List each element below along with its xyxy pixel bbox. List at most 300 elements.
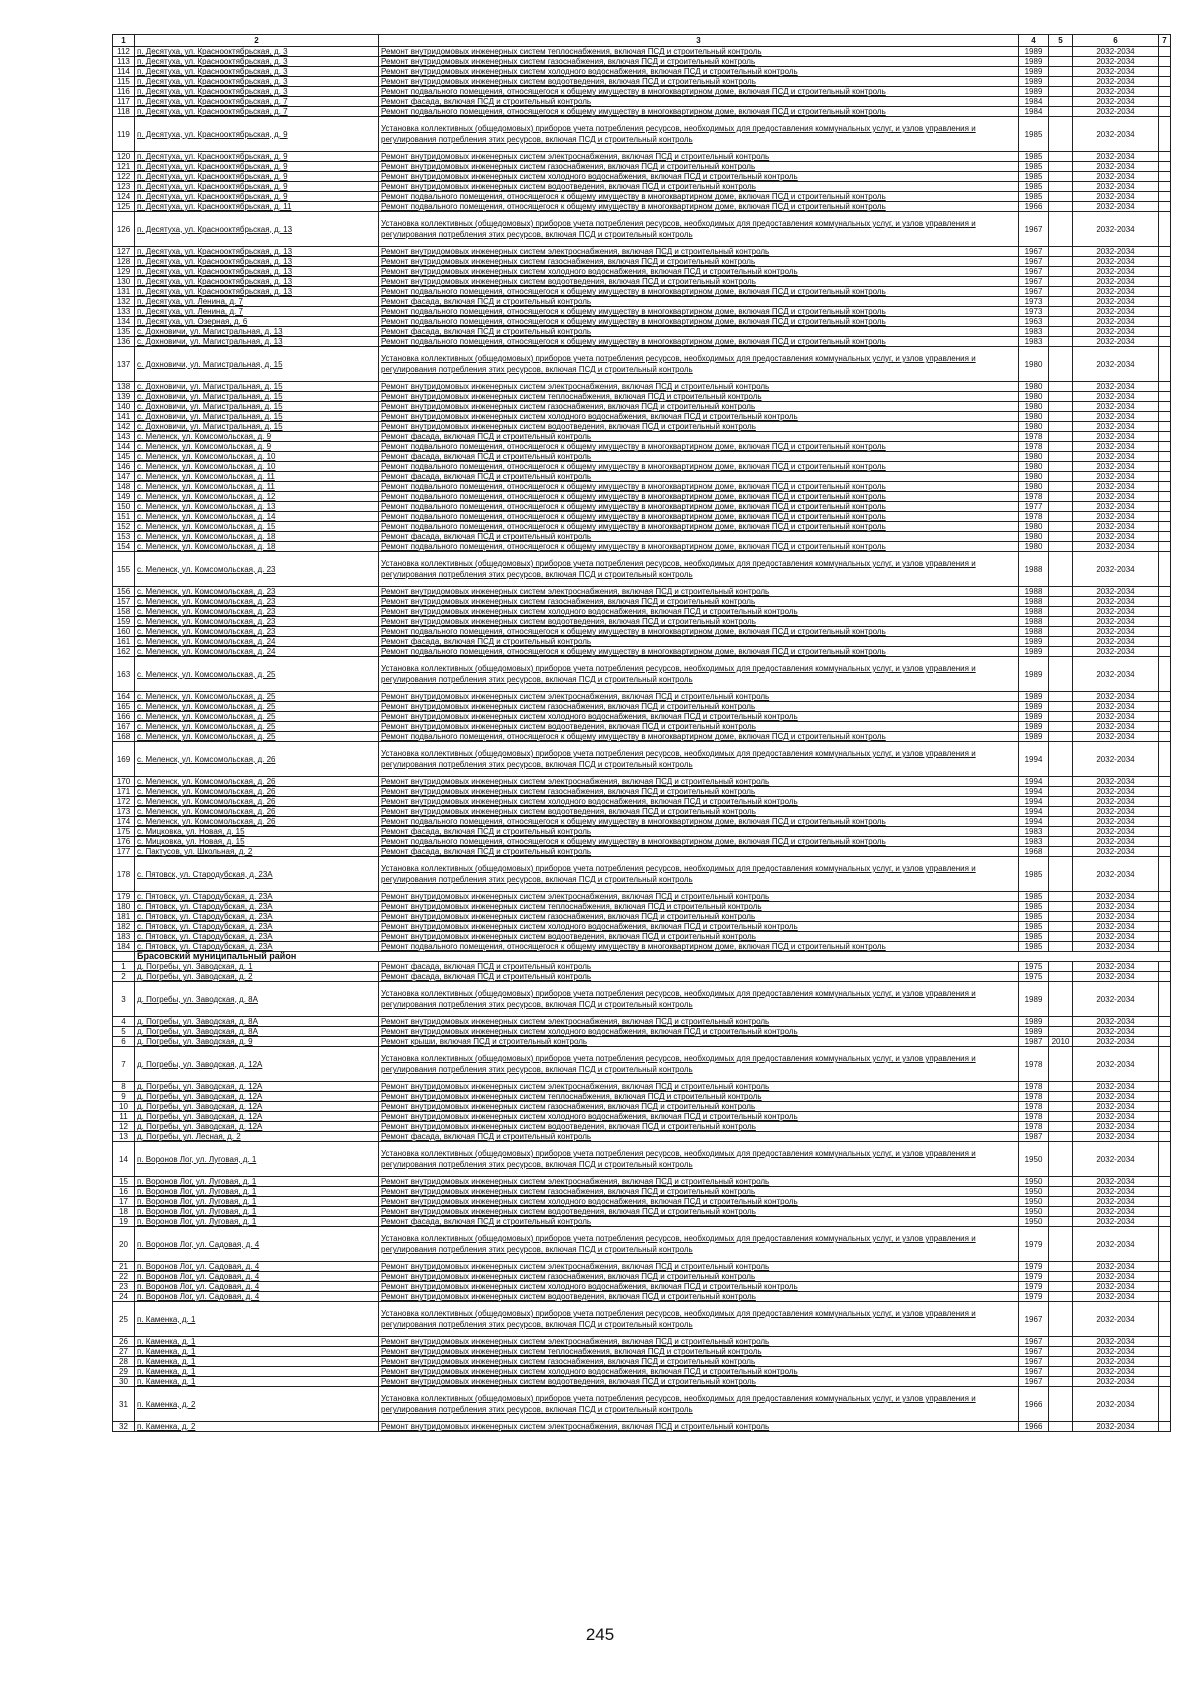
table-row: [113, 892, 1171, 902]
row-year-last-repair: [1049, 512, 1073, 522]
row-work-type: Ремонт фасада, включая ПСД и строительный контроль: [379, 962, 1019, 972]
row-period: 2032-2034: [1073, 1262, 1159, 1272]
row-work-type: Ремонт внутридомовых инженерных систем холодного водоснабжения, включая ПСД и строительный контроль: [379, 712, 1019, 722]
row-work-type: Установка коллективных (общедомовых) приборов учета потребления ресурсов, необходимых для предоставления коммунальных услуг, и узлов управления и регулирования потребления этих ресурсов, включая ПСД и строительный контроль: [379, 742, 1019, 777]
row-extra: [1159, 692, 1171, 702]
row-year-built: 1989: [1019, 722, 1049, 732]
row-extra: [1159, 837, 1171, 847]
row-extra: [1159, 1377, 1171, 1387]
table-row: [113, 1387, 1171, 1422]
row-work-type: Ремонт внутридомовых инженерных систем теплоснабжения, включая ПСД и строительный контроль: [379, 1347, 1019, 1357]
row-year-last-repair: [1049, 722, 1073, 732]
row-address: п. Десятуха, ул. Ленина, д. 7: [135, 297, 379, 307]
row-year-built: 1967: [1019, 1347, 1049, 1357]
row-year-built: 1989: [1019, 1017, 1049, 1027]
row-year-built: 1978: [1019, 442, 1049, 452]
row-year-last-repair: [1049, 777, 1073, 787]
row-year-built: 1979: [1019, 1292, 1049, 1302]
row-year-built: 1985: [1019, 912, 1049, 922]
row-year-built: 1984: [1019, 97, 1049, 107]
row-number: 173: [113, 807, 135, 817]
table-row: [113, 47, 1171, 57]
row-period: 2032-2034: [1073, 192, 1159, 202]
row-year-built: 1985: [1019, 902, 1049, 912]
row-work-type: Установка коллективных (общедомовых) приборов учета потребления ресурсов, необходимых для предоставления коммунальных услуг, и узлов управления и регулирования потребления этих ресурсов, включая ПСД и строительный контроль: [379, 657, 1019, 692]
repair-schedule-table: [112, 34, 1171, 1432]
row-extra: [1159, 657, 1171, 692]
row-extra: [1159, 777, 1171, 787]
row-year-last-repair: [1049, 1132, 1073, 1142]
row-number: 175: [113, 827, 135, 837]
table-row: [113, 617, 1171, 627]
row-extra: [1159, 172, 1171, 182]
row-year-built: 1983: [1019, 327, 1049, 337]
row-number: 1: [113, 962, 135, 972]
row-number: 135: [113, 327, 135, 337]
table-row: [113, 1207, 1171, 1217]
row-year-last-repair: [1049, 1262, 1073, 1272]
row-number: 169: [113, 742, 135, 777]
row-year-built: 1978: [1019, 1112, 1049, 1122]
table-row: [113, 382, 1171, 392]
row-address: д. Погребы, ул. Заводская, д. 9: [135, 1037, 379, 1047]
row-number: 122: [113, 172, 135, 182]
row-address: с. Меленск, ул. Комсомольская, д. 13: [135, 502, 379, 512]
row-address: п. Каменка, д. 2: [135, 1422, 379, 1432]
row-number: 30: [113, 1377, 135, 1387]
row-extra: [1159, 1337, 1171, 1347]
row-year-built: 1973: [1019, 307, 1049, 317]
row-year-last-repair: [1049, 942, 1073, 952]
row-address: с. Пятовск, ул. Стародубская, д. 23А: [135, 932, 379, 942]
row-number: 7: [113, 1047, 135, 1082]
row-period: 2032-2034: [1073, 452, 1159, 462]
row-period: 2032-2034: [1073, 77, 1159, 87]
table-row: [113, 532, 1171, 542]
row-extra: [1159, 942, 1171, 952]
row-period: 2032-2034: [1073, 1082, 1159, 1092]
row-period: 2032-2034: [1073, 1377, 1159, 1387]
row-address: д. Погребы, ул. Заводская, д. 12А: [135, 1082, 379, 1092]
row-number: 142: [113, 422, 135, 432]
row-period: 2032-2034: [1073, 607, 1159, 617]
row-year-built: 1978: [1019, 1082, 1049, 1092]
row-period: 2032-2034: [1073, 107, 1159, 117]
row-year-built: 1980: [1019, 382, 1049, 392]
row-extra: [1159, 1262, 1171, 1272]
row-year-built: 1985: [1019, 172, 1049, 182]
row-year-last-repair: [1049, 1337, 1073, 1347]
row-year-last-repair: [1049, 742, 1073, 777]
row-work-type: Ремонт внутридомовых инженерных систем водоотведения, включая ПСД и строительный контроль: [379, 1122, 1019, 1132]
row-number: 127: [113, 247, 135, 257]
row-work-type: Установка коллективных (общедомовых) приборов учета потребления ресурсов, необходимых для предоставления коммунальных услуг, и узлов управления и регулирования потребления этих ресурсов, включая ПСД и строительный контроль: [379, 1142, 1019, 1177]
row-address: с. Меленск, ул. Комсомольская, д. 25: [135, 702, 379, 712]
row-year-built: 1978: [1019, 1047, 1049, 1082]
row-work-type: Ремонт подвального помещения, относящегося к общему имуществу в многоквартирном доме, включая ПСД и строительный контроль: [379, 307, 1019, 317]
row-work-type: Ремонт внутридомовых инженерных систем газоснабжения, включая ПСД и строительный контроль: [379, 162, 1019, 172]
table-row: [113, 1082, 1171, 1092]
row-number: 28: [113, 1357, 135, 1367]
row-extra: [1159, 192, 1171, 202]
row-address: с. Меленск, ул. Комсомольская, д. 23: [135, 607, 379, 617]
row-year-last-repair: [1049, 87, 1073, 97]
row-year-built: 1950: [1019, 1207, 1049, 1217]
row-year-built: 1980: [1019, 542, 1049, 552]
row-address: с. Меленск, ул. Комсомольская, д. 23: [135, 597, 379, 607]
row-year-last-repair: [1049, 892, 1073, 902]
row-work-type: Ремонт фасада, включая ПСД и строительный контроль: [379, 827, 1019, 837]
row-work-type: Установка коллективных (общедомовых) приборов учета потребления ресурсов, необходимых для предоставления коммунальных услуг, и узлов управления и регулирования потребления этих ресурсов, включая ПСД и строительный контроль: [379, 982, 1019, 1017]
row-period: 2032-2034: [1073, 1037, 1159, 1047]
table-row: [113, 1177, 1171, 1187]
row-year-last-repair: [1049, 1357, 1073, 1367]
row-year-built: 1980: [1019, 482, 1049, 492]
row-number: 168: [113, 732, 135, 742]
row-address: д. Погребы, ул. Заводская, д. 12А: [135, 1047, 379, 1082]
row-year-last-repair: [1049, 1082, 1073, 1092]
table-row: [113, 902, 1171, 912]
row-number: 16: [113, 1187, 135, 1197]
row-period: 2032-2034: [1073, 532, 1159, 542]
row-address: п. Десятуха, ул. Краснооктябрьская, д. 3: [135, 57, 379, 67]
row-year-built: 1989: [1019, 47, 1049, 57]
row-year-last-repair: [1049, 837, 1073, 847]
row-period: 2032-2034: [1073, 162, 1159, 172]
row-year-built: 1989: [1019, 87, 1049, 97]
table-row: [113, 932, 1171, 942]
row-work-type: Ремонт фасада, включая ПСД и строительный контроль: [379, 637, 1019, 647]
row-year-built: 1975: [1019, 972, 1049, 982]
row-period: 2032-2034: [1073, 347, 1159, 382]
row-address: с. Меленск, ул. Комсомольская, д. 9: [135, 432, 379, 442]
table-row: [113, 192, 1171, 202]
row-year-last-repair: [1049, 552, 1073, 587]
row-address: д. Погребы, ул. Заводская, д. 12А: [135, 1092, 379, 1102]
table-row: [113, 57, 1171, 67]
row-period: 2032-2034: [1073, 462, 1159, 472]
row-year-built: 1975: [1019, 962, 1049, 972]
table-row: [113, 1292, 1171, 1302]
table-row: [113, 627, 1171, 637]
row-address: с. Дохновичи, ул. Магистральная, д. 15: [135, 382, 379, 392]
row-year-built: 1968: [1019, 847, 1049, 857]
table-row: [113, 1142, 1171, 1177]
row-year-built: 1979: [1019, 1272, 1049, 1282]
row-address: п. Десятуха, ул. Краснооктябрьская, д. 11: [135, 202, 379, 212]
row-address: п. Десятуха, ул. Краснооктябрьская, д. 13: [135, 277, 379, 287]
table-row: [113, 117, 1171, 152]
row-year-last-repair: 2010: [1049, 1037, 1073, 1047]
row-address: п. Десятуха, ул. Краснооктябрьская, д. 9: [135, 182, 379, 192]
row-period: 2032-2034: [1073, 422, 1159, 432]
row-period: 2032-2034: [1073, 1027, 1159, 1037]
row-extra: [1159, 857, 1171, 892]
row-year-built: 1994: [1019, 797, 1049, 807]
table-row: [113, 212, 1171, 247]
row-extra: [1159, 462, 1171, 472]
row-address: п. Каменка, д. 2: [135, 1387, 379, 1422]
row-number: 155: [113, 552, 135, 587]
row-address: д. Погребы, ул. Заводская, д. 8А: [135, 1027, 379, 1037]
row-number: 170: [113, 777, 135, 787]
row-number: 141: [113, 412, 135, 422]
row-number: 121: [113, 162, 135, 172]
col-header-year-built: 4: [1019, 35, 1049, 47]
row-work-type: Ремонт подвального помещения, относящегося к общему имуществу в многоквартирном доме, включая ПСД и строительный контроль: [379, 502, 1019, 512]
row-year-last-repair: [1049, 47, 1073, 57]
row-work-type: Ремонт внутридомовых инженерных систем водоотведения, включая ПСД и строительный контроль: [379, 77, 1019, 87]
row-address: п. Десятуха, ул. Краснооктябрьская, д. 9: [135, 117, 379, 152]
row-work-type: Ремонт внутридомовых инженерных систем электроснабжения, включая ПСД и строительный контроль: [379, 1262, 1019, 1272]
table-row: [113, 542, 1171, 552]
table-row: [113, 442, 1171, 452]
row-extra: [1159, 1047, 1171, 1082]
table-row: [113, 482, 1171, 492]
row-period: 2032-2034: [1073, 1017, 1159, 1027]
row-year-last-repair: [1049, 912, 1073, 922]
table-row: [113, 502, 1171, 512]
row-work-type: Ремонт внутридомовых инженерных систем холодного водоснабжения, включая ПСД и строительный контроль: [379, 1197, 1019, 1207]
table-row: [113, 912, 1171, 922]
row-address: с. Дохновичи, ул. Магистральная, д. 15: [135, 402, 379, 412]
row-extra: [1159, 317, 1171, 327]
table-row: [113, 552, 1171, 587]
row-period: 2032-2034: [1073, 912, 1159, 922]
col-header-extra: 7: [1159, 35, 1171, 47]
table-body: [113, 47, 1171, 1432]
row-work-type: Ремонт внутридомовых инженерных систем электроснабжения, включая ПСД и строительный контроль: [379, 1017, 1019, 1027]
row-period: 2032-2034: [1073, 172, 1159, 182]
row-extra: [1159, 542, 1171, 552]
row-year-last-repair: [1049, 422, 1073, 432]
table-row: [113, 1367, 1171, 1377]
row-year-built: 1983: [1019, 827, 1049, 837]
row-year-built: 1980: [1019, 402, 1049, 412]
row-year-last-repair: [1049, 1282, 1073, 1292]
row-extra: [1159, 432, 1171, 442]
row-work-type: Ремонт внутридомовых инженерных систем газоснабжения, включая ПСД и строительный контроль: [379, 57, 1019, 67]
col-header-address: 2: [135, 35, 379, 47]
row-address: с. Меленск, ул. Комсомольская, д. 10: [135, 452, 379, 462]
row-extra: [1159, 152, 1171, 162]
table-row: [113, 657, 1171, 692]
table-row: [113, 702, 1171, 712]
row-number: 157: [113, 597, 135, 607]
row-work-type: Ремонт подвального помещения, относящегося к общему имуществу в многоквартирном доме, включая ПСД и строительный контроль: [379, 512, 1019, 522]
row-year-last-repair: [1049, 1112, 1073, 1122]
row-year-built: 1980: [1019, 347, 1049, 382]
row-address: д. Погребы, ул. Заводская, д. 12А: [135, 1122, 379, 1132]
row-number: 27: [113, 1347, 135, 1357]
section-header-row: [113, 952, 1171, 962]
table-row: [113, 807, 1171, 817]
row-year-built: 1967: [1019, 1377, 1049, 1387]
row-address: с. Пятовск, ул. Стародубская, д. 23А: [135, 922, 379, 932]
row-period: 2032-2034: [1073, 1187, 1159, 1197]
table-row: [113, 1047, 1171, 1082]
row-address: с. Пятовск, ул. Стародубская, д. 23А: [135, 912, 379, 922]
row-work-type: Ремонт внутридомовых инженерных систем холодного водоснабжения, включая ПСД и строительный контроль: [379, 67, 1019, 77]
table-row: [113, 67, 1171, 77]
row-year-last-repair: [1049, 287, 1073, 297]
row-year-last-repair: [1049, 1092, 1073, 1102]
row-year-built: 1980: [1019, 392, 1049, 402]
row-number: 147: [113, 472, 135, 482]
row-extra: [1159, 297, 1171, 307]
row-work-type: Ремонт подвального помещения, относящегося к общему имуществу в многоквартирном доме, включая ПСД и строительный контроль: [379, 87, 1019, 97]
row-period: 2032-2034: [1073, 932, 1159, 942]
row-number: 138: [113, 382, 135, 392]
table-row: [113, 1122, 1171, 1132]
row-extra: [1159, 1227, 1171, 1262]
row-address: с. Меленск, ул. Комсомольская, д. 12: [135, 492, 379, 502]
row-extra: [1159, 277, 1171, 287]
row-period: 2032-2034: [1073, 522, 1159, 532]
row-year-built: 1989: [1019, 732, 1049, 742]
row-period: 2032-2034: [1073, 432, 1159, 442]
row-period: 2032-2034: [1073, 182, 1159, 192]
row-work-type: Ремонт фасада, включая ПСД и строительный контроль: [379, 297, 1019, 307]
table-row: [113, 297, 1171, 307]
table-row: [113, 97, 1171, 107]
row-work-type: Ремонт подвального помещения, относящегося к общему имуществу в многоквартирном доме, включая ПСД и строительный контроль: [379, 522, 1019, 532]
row-year-built: 1988: [1019, 617, 1049, 627]
row-extra: [1159, 1197, 1171, 1207]
row-extra: [1159, 722, 1171, 732]
row-number: 167: [113, 722, 135, 732]
table-row: [113, 1037, 1171, 1047]
row-number: 179: [113, 892, 135, 902]
row-period: 2032-2034: [1073, 902, 1159, 912]
row-period: 2032-2034: [1073, 472, 1159, 482]
row-year-last-repair: [1049, 827, 1073, 837]
row-work-type: Ремонт внутридомовых инженерных систем электроснабжения, включая ПСД и строительный контроль: [379, 1177, 1019, 1187]
row-extra: [1159, 807, 1171, 817]
row-year-last-repair: [1049, 1197, 1073, 1207]
table-row: [113, 637, 1171, 647]
row-extra: [1159, 1082, 1171, 1092]
row-work-type: Ремонт подвального помещения, относящегося к общему имуществу в многоквартирном доме, включая ПСД и строительный контроль: [379, 817, 1019, 827]
row-year-last-repair: [1049, 347, 1073, 382]
row-extra: [1159, 202, 1171, 212]
row-address: с. Меленск, ул. Комсомольская, д. 25: [135, 732, 379, 742]
row-address: с. Меленск, ул. Комсомольская, д. 11: [135, 482, 379, 492]
row-extra: [1159, 442, 1171, 452]
row-extra: [1159, 1422, 1171, 1432]
row-work-type: Ремонт внутридомовых инженерных систем электроснабжения, включая ПСД и строительный контроль: [379, 777, 1019, 787]
row-year-built: 1985: [1019, 152, 1049, 162]
row-period: 2032-2034: [1073, 267, 1159, 277]
row-number: 151: [113, 512, 135, 522]
row-work-type: Ремонт подвального помещения, относящегося к общему имуществу в многоквартирном доме, включая ПСД и строительный контроль: [379, 287, 1019, 297]
row-address: п. Десятуха, ул. Краснооктябрьская, д. 3: [135, 47, 379, 57]
row-number: 162: [113, 647, 135, 657]
row-address: п. Десятуха, ул. Краснооктябрьская, д. 3: [135, 67, 379, 77]
row-year-built: 1950: [1019, 1217, 1049, 1227]
row-work-type: Ремонт внутридомовых инженерных систем холодного водоснабжения, включая ПСД и строительный контроль: [379, 607, 1019, 617]
row-address: с. Дохновичи, ул. Магистральная, д. 15: [135, 392, 379, 402]
row-period: 2032-2034: [1073, 307, 1159, 317]
row-year-built: 1985: [1019, 857, 1049, 892]
table-row: [113, 522, 1171, 532]
row-period: 2032-2034: [1073, 1132, 1159, 1142]
row-number: 163: [113, 657, 135, 692]
row-number: 118: [113, 107, 135, 117]
row-work-type: Ремонт внутридомовых инженерных систем водоотведения, включая ПСД и строительный контроль: [379, 1207, 1019, 1217]
row-work-type: Ремонт внутридомовых инженерных систем электроснабжения, включая ПСД и строительный контроль: [379, 692, 1019, 702]
row-period: 2032-2034: [1073, 482, 1159, 492]
table-row: [113, 402, 1171, 412]
row-year-last-repair: [1049, 1207, 1073, 1217]
row-address: п. Десятуха, ул. Краснооктябрьская, д. 13: [135, 267, 379, 277]
row-year-built: 1966: [1019, 202, 1049, 212]
row-work-type: Ремонт внутридомовых инженерных систем теплоснабжения, включая ПСД и строительный контроль: [379, 1092, 1019, 1102]
row-year-built: 1979: [1019, 1282, 1049, 1292]
row-year-last-repair: [1049, 172, 1073, 182]
table-row: [113, 392, 1171, 402]
row-extra: [1159, 1187, 1171, 1197]
row-work-type: Ремонт внутридомовых инженерных систем электроснабжения, включая ПСД и строительный контроль: [379, 587, 1019, 597]
row-year-built: 1994: [1019, 817, 1049, 827]
row-period: 2032-2034: [1073, 657, 1159, 692]
row-work-type: Ремонт подвального помещения, относящегося к общему имуществу в многоквартирном доме, включая ПСД и строительный контроль: [379, 107, 1019, 117]
row-year-last-repair: [1049, 932, 1073, 942]
row-work-type: Ремонт внутридомовых инженерных систем электроснабжения, включая ПСД и строительный контроль: [379, 382, 1019, 392]
row-extra: [1159, 1282, 1171, 1292]
row-work-type: Установка коллективных (общедомовых) приборов учета потребления ресурсов, необходимых для предоставления коммунальных услуг, и узлов управления и регулирования потребления этих ресурсов, включая ПСД и строительный контроль: [379, 347, 1019, 382]
row-extra: [1159, 117, 1171, 152]
row-work-type: Ремонт внутридомовых инженерных систем электроснабжения, включая ПСД и строительный контроль: [379, 892, 1019, 902]
row-number: 143: [113, 432, 135, 442]
row-extra: [1159, 107, 1171, 117]
row-period: 2032-2034: [1073, 1227, 1159, 1262]
row-year-built: 1978: [1019, 1092, 1049, 1102]
row-extra: [1159, 1177, 1171, 1187]
row-work-type: Ремонт внутридомовых инженерных систем водоотведения, включая ПСД и строительный контроль: [379, 807, 1019, 817]
row-work-type: Ремонт подвального помещения, относящегося к общему имуществу в многоквартирном доме, включая ПСД и строительный контроль: [379, 732, 1019, 742]
row-period: 2032-2034: [1073, 257, 1159, 267]
column-number-row: [113, 35, 1171, 47]
row-period: 2032-2034: [1073, 1197, 1159, 1207]
row-number: 144: [113, 442, 135, 452]
row-number: 15: [113, 1177, 135, 1187]
row-extra: [1159, 1092, 1171, 1102]
row-year-last-repair: [1049, 607, 1073, 617]
row-year-last-repair: [1049, 712, 1073, 722]
table-row: [113, 337, 1171, 347]
row-work-type: Ремонт внутридомовых инженерных систем водоотведения, включая ПСД и строительный контроль: [379, 1292, 1019, 1302]
row-work-type: Ремонт внутридомовых инженерных систем холодного водоснабжения, включая ПСД и строительный контроль: [379, 797, 1019, 807]
table-row: [113, 1377, 1171, 1387]
row-year-last-repair: [1049, 532, 1073, 542]
row-work-type: Ремонт внутридомовых инженерных систем теплоснабжения, включая ПСД и строительный контроль: [379, 392, 1019, 402]
row-year-built: 1967: [1019, 1337, 1049, 1347]
row-period: 2032-2034: [1073, 47, 1159, 57]
row-address: с. Меленск, ул. Комсомольская, д. 18: [135, 532, 379, 542]
row-period: 2032-2034: [1073, 317, 1159, 327]
row-extra: [1159, 552, 1171, 587]
row-work-type: Установка коллективных (общедомовых) приборов учета потребления ресурсов, необходимых для предоставления коммунальных услуг, и узлов управления и регулирования потребления этих ресурсов, включая ПСД и строительный контроль: [379, 857, 1019, 892]
row-year-built: 1978: [1019, 1122, 1049, 1132]
row-address: д. Погребы, ул. Лесная, д. 2: [135, 1132, 379, 1142]
row-number: 120: [113, 152, 135, 162]
row-extra: [1159, 607, 1171, 617]
row-period: 2032-2034: [1073, 1302, 1159, 1337]
row-work-type: Ремонт подвального помещения, относящегося к общему имуществу в многоквартирном доме, включая ПСД и строительный контроль: [379, 192, 1019, 202]
row-extra: [1159, 1302, 1171, 1337]
table-row: [113, 1347, 1171, 1357]
